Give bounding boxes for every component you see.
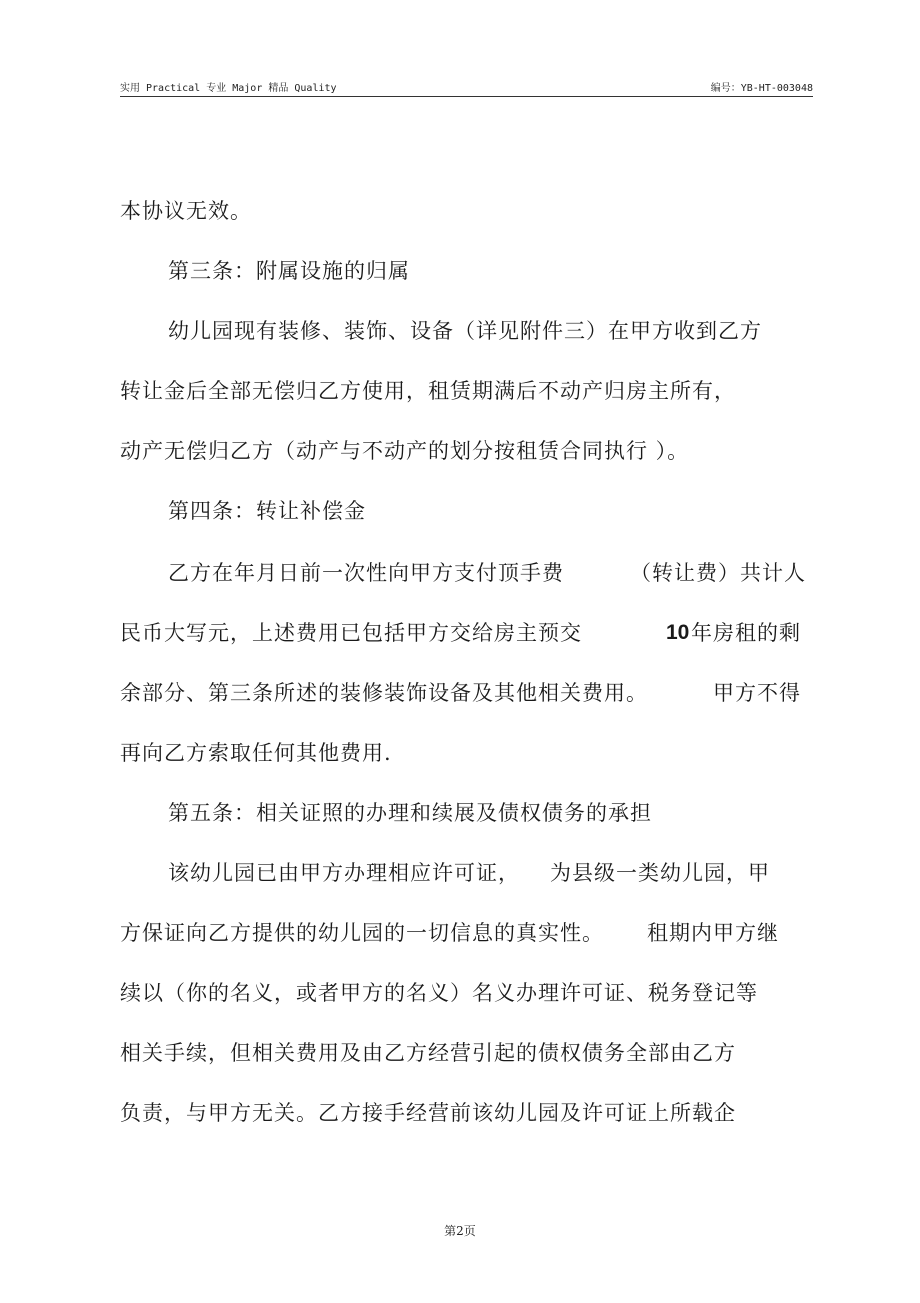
page-header — [120, 76, 813, 97]
section-heading: 第四条：转让补偿金 — [168, 499, 366, 523]
paragraph-line-fragment: 为县级一类幼儿园，甲 — [550, 861, 770, 885]
paragraph-line-fragment: 甲方不得 — [713, 681, 801, 705]
paragraph-line: 负责，与甲方无关。乙方接手经营前该幼儿园及许可证上所载企 — [120, 1101, 736, 1125]
paragraph-line-fragment: 租期内甲方继 — [647, 921, 779, 945]
paragraph-line: 幼儿园现有装修、装饰、设备（详见附件三）在甲方收到乙方 — [168, 319, 762, 343]
year-count: 10 — [666, 621, 690, 644]
paragraph-line-fragment: （转让费）共计人 — [630, 561, 806, 585]
section-heading: 第五条：相关证照的办理和续展及债权债务的承担 — [168, 801, 652, 825]
paragraph-line: 相关手续，但相关费用及由乙方经营引起的债权债务全部由乙方 — [120, 1041, 736, 1065]
document-number: 编号：YB-HT-003048 — [710, 83, 813, 94]
paragraph-line: 续以（你的名义，或者甲方的名义）名义办理许可证、税务登记等 — [120, 981, 758, 1005]
header-tagline: 实用 Practical 专业 Major 精品 Quality — [120, 83, 337, 94]
paragraph-line: 余部分、第三条所述的装修装饰设备及其他相关费用。 — [120, 681, 648, 705]
paragraph-line: 本协议无效。 — [120, 199, 252, 223]
section-heading: 第三条：附属设施的归属 — [168, 259, 410, 283]
paragraph-line: 民币大写元，上述费用已包括甲方交给房主预交 — [120, 621, 582, 645]
paragraph-line-fragment: 年房租的剩 — [691, 621, 801, 645]
paragraph-line: 方保证向乙方提供的幼儿园的一切信息的真实性。 — [120, 921, 604, 945]
paragraph-line: 动产无偿归乙方（动产与不动产的划分按租赁合同执行 ）。 — [120, 439, 690, 463]
paragraph-line: 乙方在年月日前一次性向甲方支付顶手费 — [168, 561, 564, 585]
page-number: 第2页 — [444, 1224, 476, 1238]
paragraph-line: 转让金后全部无偿归乙方使用，租赁期满后不动产归房主所有， — [120, 379, 736, 403]
paragraph-line: 再向乙方索取任何其他费用. — [120, 741, 392, 765]
paragraph-line: 该幼儿园已由甲方办理相应许可证， — [168, 861, 520, 885]
